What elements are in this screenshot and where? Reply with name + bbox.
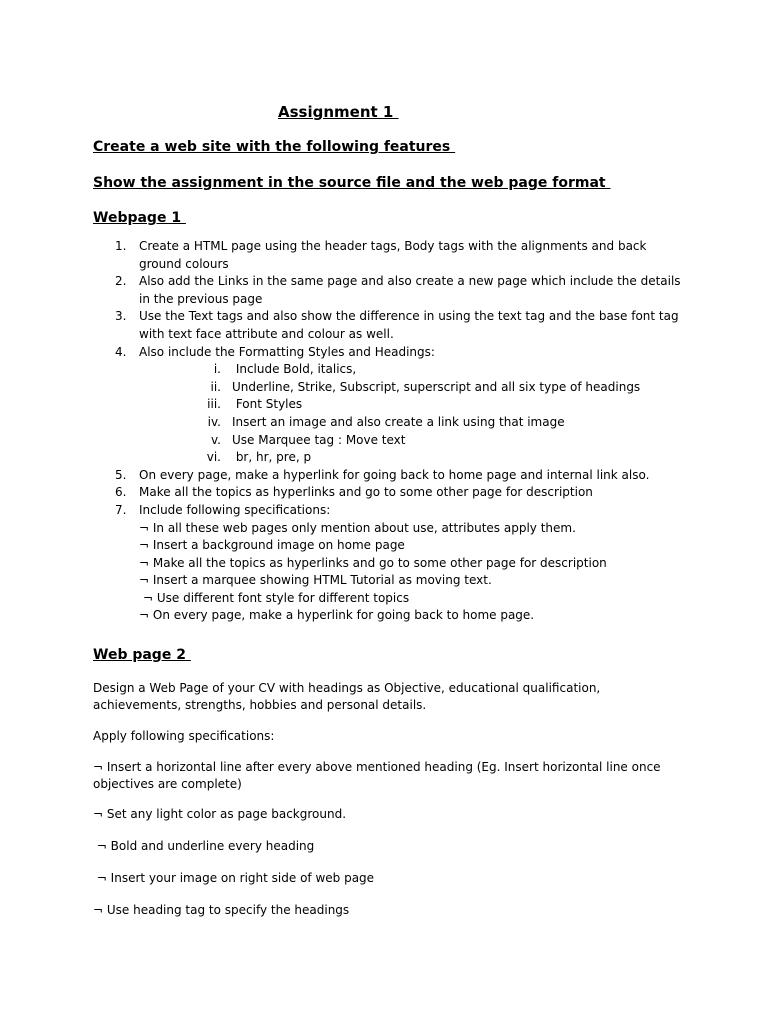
webpage2-spec-bold-underline: ¬ Bold and underline every heading bbox=[93, 839, 315, 853]
webpage2-apply-label: Apply following specifications: bbox=[93, 729, 275, 743]
webpage2-spec-horizontal-line: ¬ Insert a horizontal line after every above mentioned heading (Eg. Insert horizontal line once objectives are complete) bbox=[93, 760, 661, 791]
sub-item-text: Underline, Strike, Subscript, superscript and all six type of headings bbox=[232, 379, 641, 394]
list-item bbox=[93, 467, 683, 485]
item-number: 3. bbox=[115, 309, 127, 324]
sub-list-item bbox=[93, 396, 683, 414]
list-item bbox=[93, 273, 683, 308]
roman-number: i. bbox=[213, 362, 221, 377]
item-number: 2. bbox=[115, 274, 127, 289]
list-item bbox=[93, 238, 683, 273]
webpage2-spec-heading-tag: ¬ Use heading tag to specify the headings bbox=[93, 903, 350, 917]
item-number: 4. bbox=[115, 344, 127, 359]
spec-item: ¬ Insert a background image on home page bbox=[139, 538, 405, 553]
list-item bbox=[93, 344, 683, 362]
item-number: 1. bbox=[115, 239, 127, 253]
webpage2-spec-background: ¬ Set any light color as page background. bbox=[93, 807, 347, 821]
heading-show-assignment: Show the assignment in the source file and the web page format bbox=[93, 175, 611, 191]
sub-item-text: Font Styles bbox=[232, 397, 303, 412]
formatting-sublist bbox=[93, 361, 683, 467]
item-text: Use the Text tags and also show the difference in using the text tag and the base font tag with text face attribute and colour as well. bbox=[139, 309, 679, 341]
item-text: On every page, make a hyperlink for going back to home page and internal link also. bbox=[139, 467, 650, 482]
item-number: 5. bbox=[115, 467, 127, 482]
list-item bbox=[93, 502, 683, 520]
sub-list-item bbox=[93, 449, 683, 467]
sub-item-text: Include Bold, italics, bbox=[232, 362, 357, 377]
sub-item-text: Insert an image and also create a link using that image bbox=[232, 414, 565, 429]
roman-number: iii. bbox=[207, 397, 221, 412]
spec-item: ¬ On every page, make a hyperlink for going back to home page. bbox=[139, 608, 535, 623]
list-item bbox=[93, 308, 683, 343]
heading-create-website: Create a web site with the following features bbox=[93, 139, 456, 155]
spec-item: ¬ Insert a marquee showing HTML Tutorial as moving text. bbox=[139, 573, 492, 588]
heading-webpage-2: Web page 2 bbox=[93, 647, 191, 663]
spec-item: ¬ Make all the topics as hyperlinks and go to some other page for description bbox=[139, 555, 607, 570]
item-number: 7. bbox=[115, 502, 127, 517]
item-text: Also include the Formatting Styles and Headings: bbox=[139, 344, 435, 359]
item-text: Create a HTML page using the header tags, Body tags with the alignments and back ground colours bbox=[139, 239, 647, 271]
roman-number: ii. bbox=[210, 379, 221, 394]
sub-list-item bbox=[93, 414, 683, 432]
item-number: 6. bbox=[115, 485, 127, 500]
item-text: Include following specifications: bbox=[139, 502, 331, 517]
sub-list-item bbox=[93, 432, 683, 450]
sub-item-text: br, hr, pre, p bbox=[232, 450, 312, 465]
document-title: Assignment 1 bbox=[278, 103, 399, 121]
item-text: Also add the Links in the same page and also create a new page which include the details in the previous page bbox=[139, 274, 681, 306]
spec-item: ¬ In all these web pages only mention about use, attributes apply them. bbox=[139, 520, 576, 535]
list-item bbox=[93, 484, 683, 502]
webpage1-list bbox=[93, 238, 683, 625]
webpage2-description: Design a Web Page of your CV with headings as Objective, educational qualification, achievements, strengths, hobbies and personal details. bbox=[93, 681, 601, 712]
sub-list-item bbox=[93, 379, 683, 397]
webpage2-spec-image: ¬ Insert your image on right side of web page bbox=[93, 871, 375, 885]
roman-number: iv. bbox=[207, 414, 221, 429]
spec-item: ¬ Use different font style for different topics bbox=[143, 590, 410, 605]
item-text: Make all the topics as hyperlinks and go to some other page for description bbox=[139, 485, 593, 500]
roman-number: v. bbox=[211, 432, 221, 447]
roman-number: vi. bbox=[206, 450, 221, 465]
sub-list-item bbox=[93, 361, 683, 379]
sub-item-text: Use Marquee tag : Move text bbox=[232, 432, 406, 447]
heading-webpage-1: Webpage 1 bbox=[93, 210, 186, 226]
